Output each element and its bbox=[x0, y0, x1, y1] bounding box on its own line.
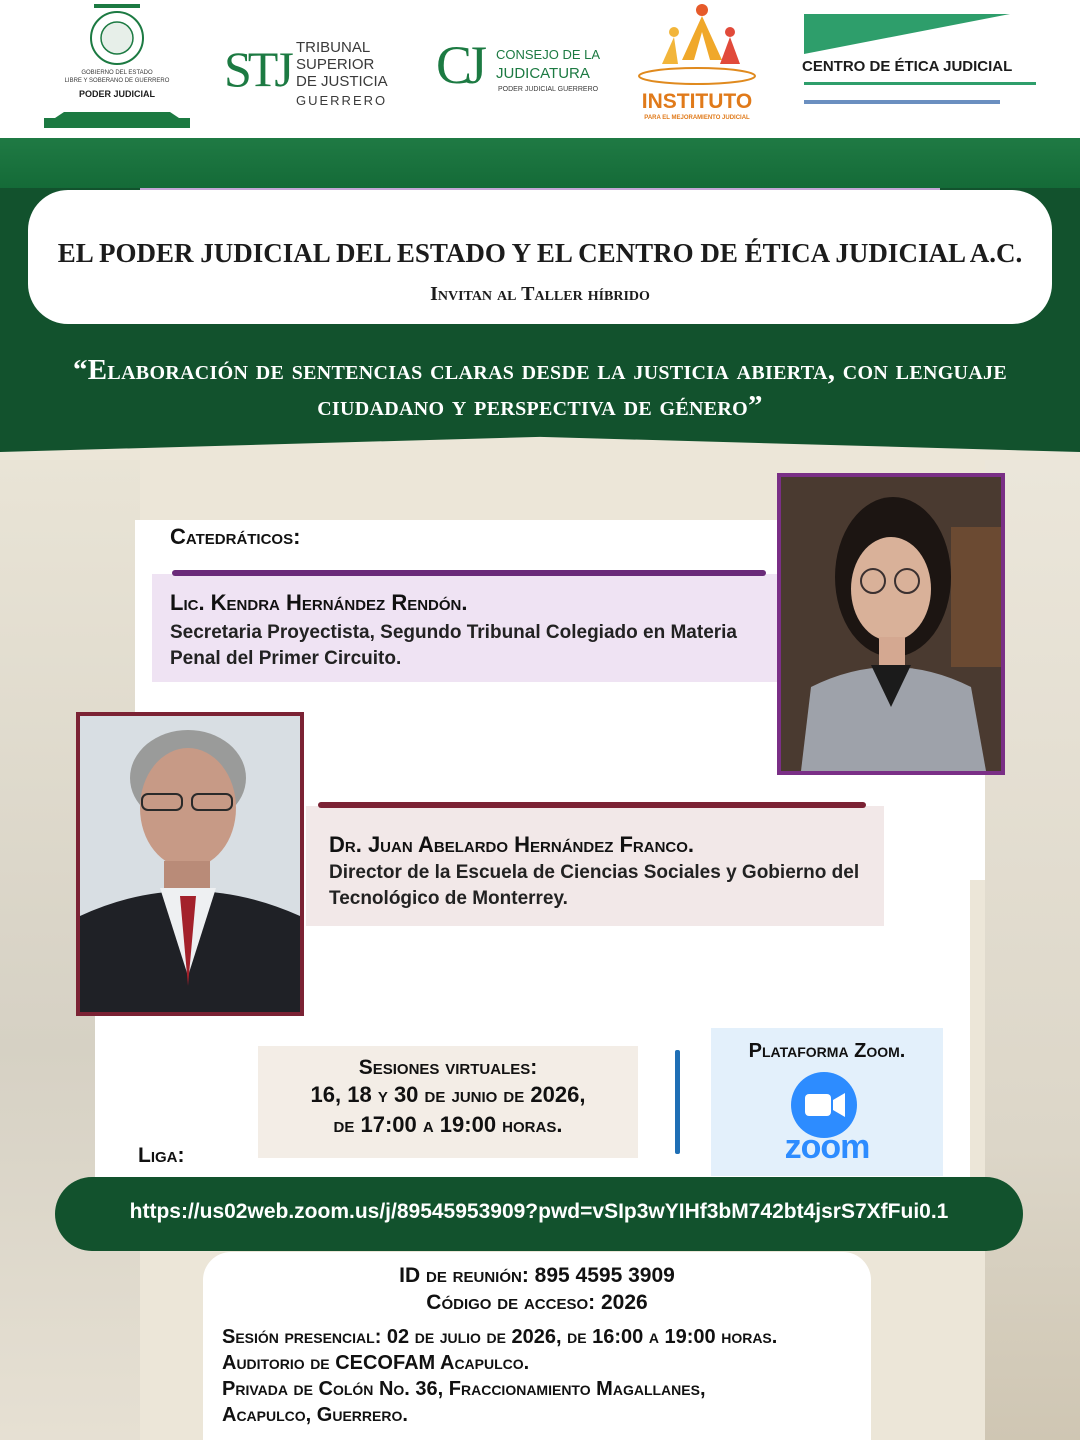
link-label: Liga: bbox=[138, 1144, 185, 1167]
tsj-mark: STJ bbox=[224, 41, 290, 97]
speaker-2-bar bbox=[318, 802, 866, 808]
speaker-2-photo bbox=[76, 712, 304, 1016]
address-line-2: Acapulco, Guerrero. bbox=[222, 1404, 408, 1426]
speaker-2-role: Director de la Escuela de Ciencias Sociales y Gobierno del Tecnológico de Monterrey. bbox=[329, 862, 860, 909]
woman-portrait-icon bbox=[781, 477, 1001, 771]
sessions-title: Sesiones virtuales: bbox=[358, 1056, 538, 1079]
org-title: EL PODER JUDICIAL DEL ESTADO Y EL CENTRO DE ÉTICA JUDICIAL A.C. bbox=[57, 238, 1023, 268]
instituto-figures-icon bbox=[632, 2, 762, 88]
speaker-1-photo bbox=[777, 473, 1005, 775]
gobierno-line1: GOBIERNO DEL ESTADO bbox=[81, 70, 153, 76]
speaker-2-name: Dr. Juan Abelardo Hernández Franco. bbox=[329, 832, 695, 857]
speaker-1-role: Secretaria Proyectista, Segundo Tribunal Colegiado en Materia Penal del Primer Circuito. bbox=[170, 622, 737, 669]
instituto-line1: INSTITUTO bbox=[641, 90, 753, 113]
green-band-top bbox=[0, 138, 1080, 190]
coat-of-arms-icon bbox=[44, 4, 190, 128]
tsj-line4: GUERRERO bbox=[296, 93, 388, 108]
instituto-logo bbox=[632, 2, 762, 126]
meeting-id: ID de reunión: 895 4595 3909 bbox=[399, 1264, 675, 1287]
centro-etica-text: CENTRO DE ÉTICA JUDICIAL bbox=[802, 58, 1013, 75]
address-line-1: Privada de Colón No. 36, Fraccionamiento Magallanes, bbox=[222, 1378, 706, 1400]
cj-line3: PODER JUDICIAL GUERRERO bbox=[498, 86, 599, 93]
gobierno-line3: PODER JUDICIAL bbox=[78, 89, 155, 99]
zoom-wordmark: zoom bbox=[784, 1128, 870, 1166]
centro-etica-logo bbox=[800, 12, 1040, 112]
cj-logo bbox=[436, 20, 616, 110]
in-person-session: Sesión presencial: 02 de julio de 2026, de 16:00 a 19:00 horas. bbox=[222, 1326, 778, 1348]
centro-etica-banner-icon bbox=[800, 12, 1040, 56]
gobierno-logo bbox=[44, 4, 190, 128]
cj-mark: CJ bbox=[436, 35, 482, 95]
logos-header bbox=[0, 0, 1080, 140]
centro-etica-line-blue bbox=[804, 100, 1000, 104]
access-code: Código de acceso: 2026 bbox=[426, 1291, 648, 1314]
workshop-title: “Elaboración de sentencias claras desde la justicia abierta, con lenguaje ciudadano y perspectiva de género” bbox=[72, 354, 1007, 422]
man-portrait-icon bbox=[80, 716, 300, 1012]
speaker-1-bar bbox=[172, 570, 766, 576]
zoom-link[interactable]: https://us02web.zoom.us/j/89545953909?pwd=vSIp3wYIHf3bM742bt4jsrS7XfFui0.1 bbox=[129, 1200, 949, 1223]
speaker-1-name: Lic. Kendra Hernández Rendón. bbox=[170, 590, 468, 615]
zoom-label: Plataforma Zoom. bbox=[748, 1040, 906, 1062]
cj-line1: CONSEJO DE LA bbox=[496, 47, 601, 62]
tsj-line3: DE JUSTICIA bbox=[296, 73, 388, 90]
sessions-divider bbox=[675, 1050, 680, 1154]
speakers-label: Catedráticos: bbox=[170, 524, 301, 549]
venue: Auditorio de CECOFAM Acapulco. bbox=[222, 1352, 530, 1374]
gobierno-line2: LIBRE Y SOBERANO DE GUERRERO bbox=[64, 78, 170, 84]
invite-line: Invitan al Taller híbrido bbox=[430, 283, 650, 305]
cj-line2: JUDICATURA bbox=[496, 65, 590, 82]
tsj-line2: SUPERIOR bbox=[296, 56, 375, 73]
centro-etica-line-green bbox=[804, 82, 1036, 85]
sessions-hours: de 17:00 a 19:00 horas. bbox=[333, 1112, 563, 1137]
instituto-line2: PARA EL MEJORAMIENTO JUDICIAL bbox=[644, 115, 750, 121]
tsj-logo bbox=[224, 10, 404, 120]
sessions-dates: 16, 18 y 30 de junio de 2026, bbox=[310, 1082, 586, 1107]
tsj-line1: TRIBUNAL bbox=[296, 39, 371, 56]
